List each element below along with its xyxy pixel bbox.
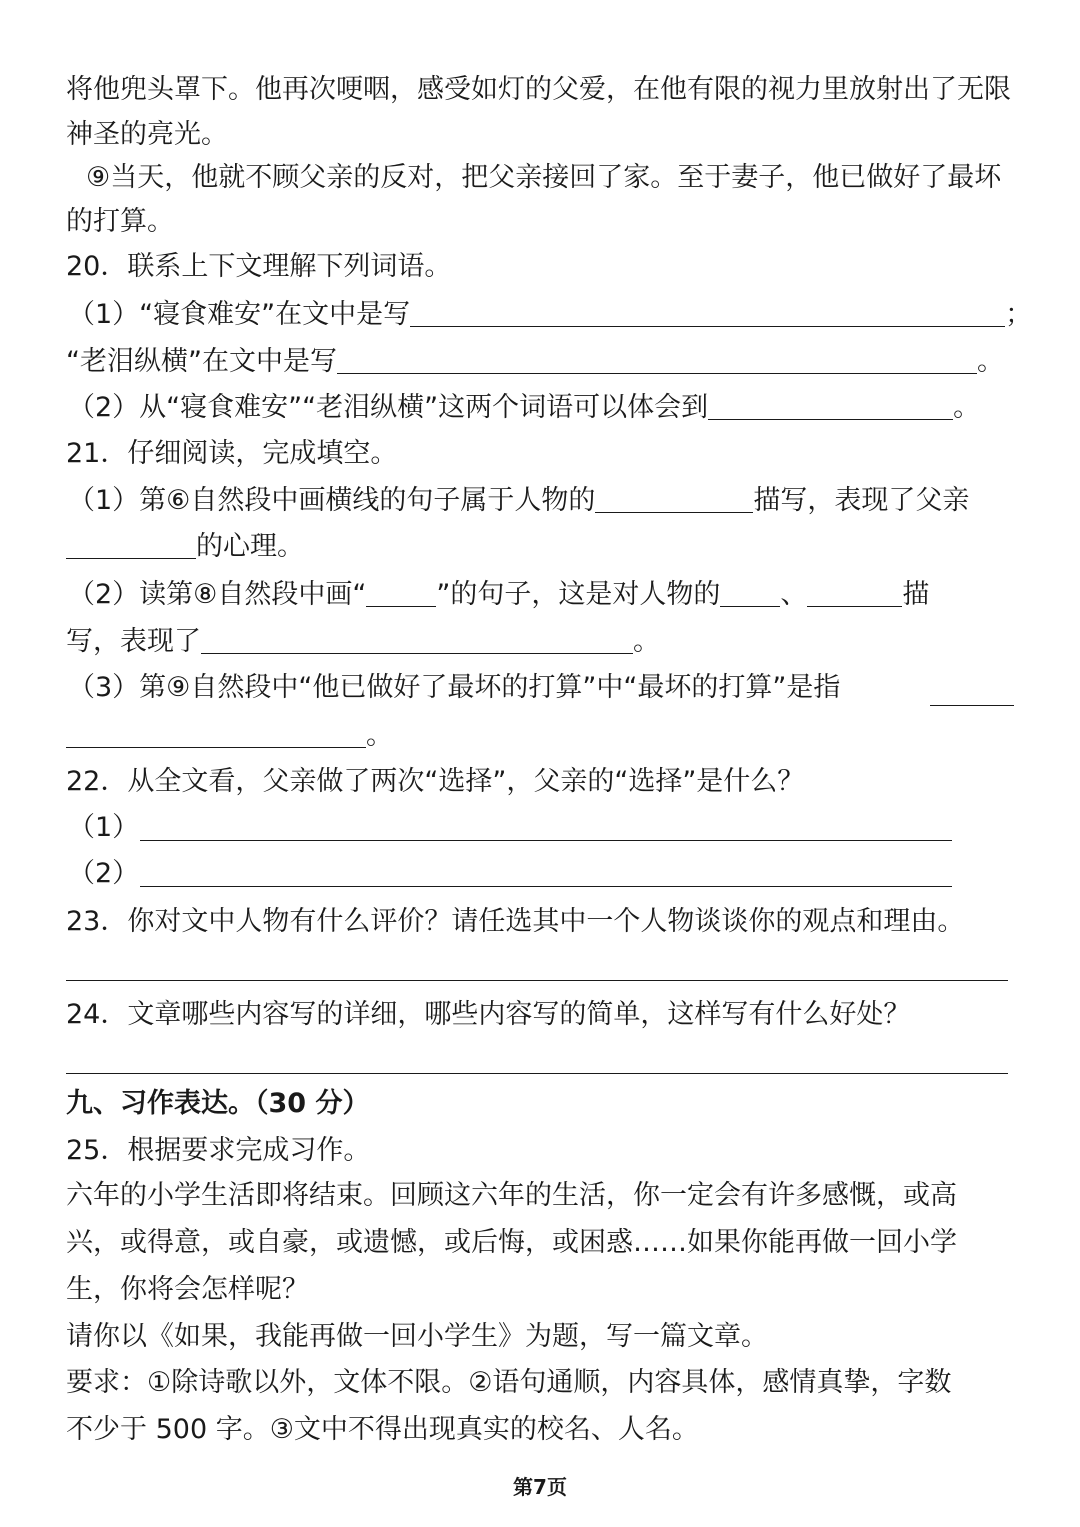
punctuation: 。 <box>953 392 981 423</box>
prompt-paragraph: 兴，或得意，或自豪，或遗憾，或后悔，或困惑……如果你能再做一回小学 <box>66 1227 957 1258</box>
answer-blank[interactable] <box>595 484 753 513</box>
passage-paragraph-9: ⑨当天，他就不顾父亲的反对，把父亲接回了家。至于妻子，他已做好了最坏 <box>86 162 1002 193</box>
question-23-stem: 23．你对文中人物有什么评价？请任选其中一个人物谈谈你的观点和理由。 <box>66 906 965 937</box>
answer-blank[interactable] <box>708 391 953 420</box>
question-22-sub-1: （1） <box>68 812 140 843</box>
answer-line[interactable] <box>140 840 952 841</box>
question-21-stem: 21．仔细阅读，完成填空。 <box>66 438 398 469</box>
answer-line[interactable] <box>66 980 1008 981</box>
prompt-text: ”的句子，这是对人物的 <box>436 579 721 610</box>
requirements: 不少于 500 字。③文中不得出现真实的校名、人名。 <box>66 1414 699 1445</box>
prompt-text: （2）从“寝食难安”“老泪纵横”这两个词语可以体会到 <box>68 392 709 423</box>
question-20-stem: 20．联系上下文理解下列词语。 <box>66 251 452 282</box>
answer-blank[interactable] <box>66 719 366 748</box>
question-21-sub-2-cont <box>66 622 660 662</box>
punctuation: 。 <box>366 720 393 751</box>
answer-blank[interactable] <box>930 705 1014 706</box>
prompt-text: “老泪纵横”在文中是写 <box>66 346 337 377</box>
prompt-text: 描写，表现了父亲 <box>753 485 970 516</box>
question-20-sub-1b <box>66 342 1004 382</box>
question-21-sub-1 <box>68 481 969 521</box>
prompt-text: （3）第⑨自然段中“他已做好了最坏的打算”中“最坏的打算”是指 <box>68 672 841 703</box>
punctuation: 。 <box>633 626 660 657</box>
prompt-paragraph: 生，你将会怎样呢？ <box>66 1274 309 1305</box>
punctuation: 、 <box>780 579 808 610</box>
answer-blank[interactable] <box>807 578 902 607</box>
prompt-text: 描 <box>902 579 930 610</box>
answer-blank[interactable] <box>410 298 1005 327</box>
passage-line: 的打算。 <box>66 206 174 237</box>
punctuation: 。 <box>976 346 1004 377</box>
answer-blank[interactable] <box>201 625 633 654</box>
answer-blank[interactable] <box>337 345 977 374</box>
prompt-text: 的心理。 <box>196 531 304 562</box>
prompt-text: （2）读第⑧自然段中画“ <box>68 579 367 610</box>
requirements: 要求：①除诗歌以外，文体不限。②语句通顺，内容具体，感情真挚，字数 <box>66 1367 952 1398</box>
question-21-sub-3 <box>68 668 840 708</box>
question-22-stem: 22．从全文看，父亲做了两次“选择”，父亲的“选择”是什么？ <box>66 766 805 797</box>
question-21-sub-3-cont <box>66 716 393 756</box>
answer-blank[interactable] <box>66 530 196 559</box>
prompt-paragraph: 六年的小学生活即将结束。回顾这六年的生活，你一定会有许多感慨，或高 <box>66 1180 957 1211</box>
question-22-sub-2: （2） <box>68 858 140 889</box>
question-21-sub-1-cont <box>66 527 304 567</box>
passage-line: 神圣的亮光。 <box>66 119 228 150</box>
page-number: 第7页 <box>513 1475 567 1499</box>
question-24-stem: 24．文章哪些内容写的详细，哪些内容写的简单，这样写有什么好处？ <box>66 999 911 1030</box>
title-instruction: 请你以《如果，我能再做一回小学生》为题，写一篇文章。 <box>66 1321 768 1352</box>
section-heading: 九、习作表达。（30 分） <box>66 1088 370 1119</box>
answer-line[interactable] <box>140 886 952 887</box>
prompt-text: （1）第⑥自然段中画横线的句子属于人物的 <box>68 485 596 516</box>
punctuation: ； <box>1005 299 1033 330</box>
question-25-stem: 25．根据要求完成习作。 <box>66 1135 371 1166</box>
question-20-sub-2 <box>68 388 980 428</box>
prompt-text: （1）“寝食难安”在文中是写 <box>68 299 411 330</box>
answer-blank[interactable] <box>366 578 436 607</box>
answer-blank[interactable] <box>720 578 780 607</box>
question-20-sub-1a <box>68 295 1032 335</box>
passage-line: 将他兜头罩下。他再次哽咽，感受如灯的父爱，在他有限的视力里放射出了无限 <box>66 74 1011 105</box>
prompt-text: 写，表现了 <box>66 626 201 657</box>
answer-line[interactable] <box>66 1073 1008 1074</box>
question-21-sub-2 <box>68 575 929 615</box>
